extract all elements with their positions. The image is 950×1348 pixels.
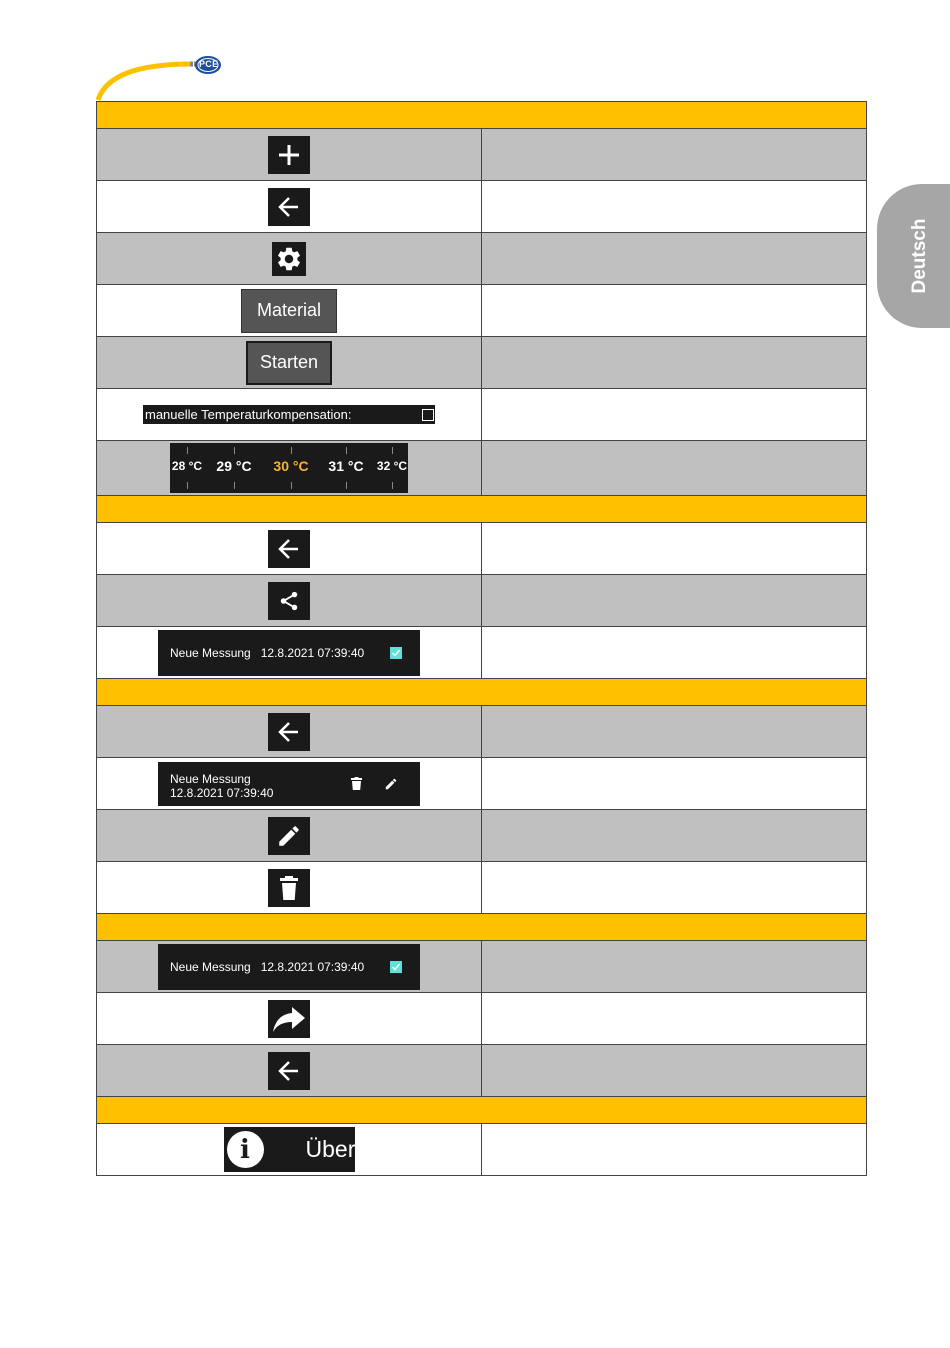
table-row [97, 389, 867, 441]
table-row [97, 706, 867, 758]
table-row [97, 1045, 867, 1097]
temp-option[interactable]: 31 °C [328, 458, 364, 474]
gear-icon[interactable] [272, 242, 306, 276]
table-row [97, 862, 867, 914]
pce-logo [96, 54, 236, 102]
table-row [97, 627, 867, 679]
logo-brand: PCE [199, 59, 219, 69]
table-row [97, 337, 867, 389]
language-tab[interactable] [877, 184, 950, 328]
temperature-picker[interactable] [170, 443, 408, 493]
temp-option[interactable]: 28 °C [171, 459, 203, 473]
pencil-icon[interactable] [384, 777, 398, 794]
arrow-left-icon[interactable] [268, 713, 310, 751]
icon-reference-table [96, 101, 867, 1176]
pencil-icon[interactable] [268, 817, 310, 855]
arrow-left-icon[interactable] [268, 1052, 310, 1090]
table-row [97, 941, 867, 993]
measurement-list-item[interactable] [158, 630, 420, 676]
section-header [97, 914, 867, 941]
table-row [97, 575, 867, 627]
material-button[interactable]: Material [241, 289, 337, 333]
table-row [97, 181, 867, 233]
table-row [97, 758, 867, 810]
table-row [97, 233, 867, 285]
section-header [97, 679, 867, 706]
measurement-date: 12.8.2021 07:39:40 [260, 959, 365, 974]
manual-temp-label: manuelle Temperaturkompensation: [145, 407, 352, 422]
table-row [97, 129, 867, 181]
measurement-checkbox[interactable] [390, 961, 402, 973]
section-header [97, 1097, 867, 1124]
measurement-date: 12.8.2021 07:39:40 [260, 645, 365, 660]
plus-icon[interactable] [268, 136, 310, 174]
table-row [97, 1124, 867, 1176]
table-row [97, 523, 867, 575]
language-tab-label: Deutsch [909, 218, 930, 294]
about-label: Über [305, 1136, 356, 1162]
temp-option-selected[interactable]: 30 °C [273, 458, 309, 474]
share-icon[interactable] [268, 582, 310, 620]
measurement-name: Neue Messung [170, 645, 251, 660]
section-header [97, 496, 867, 523]
section-header [97, 102, 867, 129]
trash-icon[interactable] [268, 869, 310, 907]
forward-arrow-icon[interactable] [268, 1000, 310, 1038]
table-row [97, 441, 867, 496]
info-icon: i [227, 1131, 264, 1168]
table-row [97, 993, 867, 1045]
start-button[interactable]: Starten [246, 341, 332, 385]
measurement-date: 12.8.2021 07:39:40 [170, 785, 274, 800]
temp-option[interactable]: 29 °C [216, 458, 252, 474]
measurement-name: Neue Messung [170, 771, 251, 786]
measurement-checkbox[interactable] [390, 647, 402, 659]
measurement-list-item[interactable] [158, 944, 420, 990]
table-row [97, 285, 867, 337]
measurement-edit-item[interactable] [158, 762, 420, 806]
measurement-name: Neue Messung [170, 959, 251, 974]
manual-temp-compensation[interactable] [143, 405, 435, 424]
arrow-left-icon[interactable] [268, 188, 310, 226]
about-button[interactable] [224, 1127, 355, 1172]
table-row [97, 810, 867, 862]
temp-option[interactable]: 32 °C [376, 459, 408, 473]
manual-temp-checkbox[interactable] [422, 409, 434, 421]
trash-icon[interactable] [351, 777, 362, 793]
arrow-left-icon[interactable] [268, 530, 310, 568]
